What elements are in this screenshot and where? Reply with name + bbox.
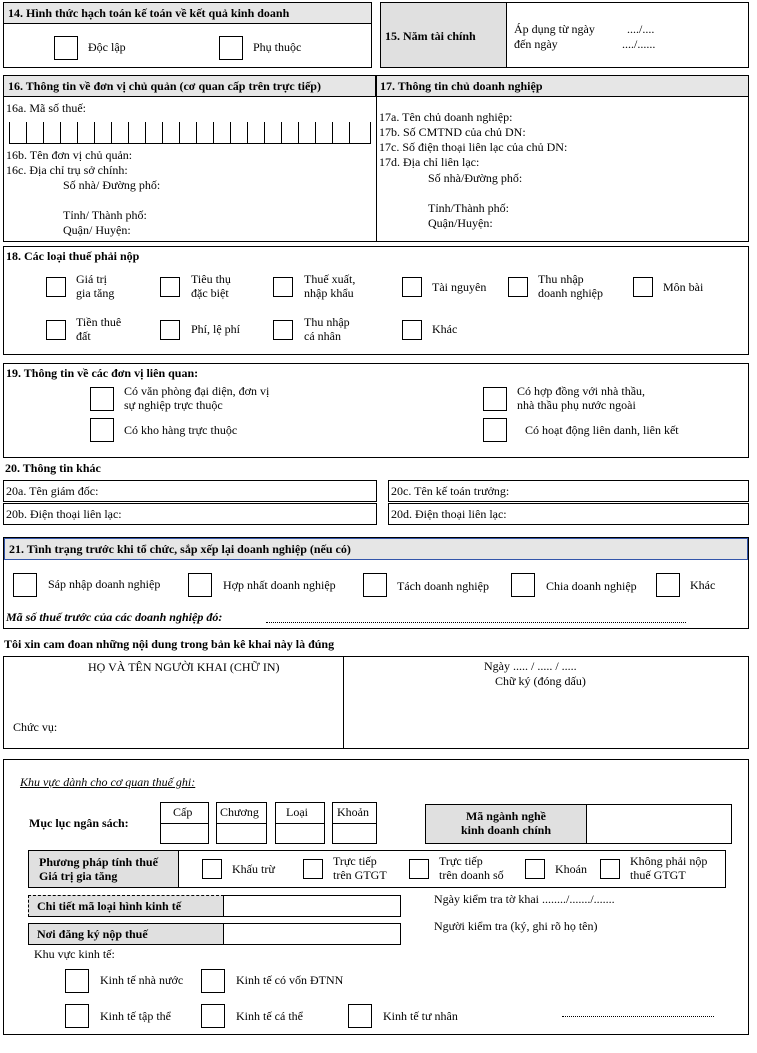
tax-office-title: Khu vực dành cho cơ quan thuế ghi: [20,775,196,789]
declaration-divider [343,657,344,748]
tax-office-area [3,759,749,1035]
declaration-date[interactable]: Ngày ..... / ..... / ..... [484,659,577,673]
excise-checkbox[interactable] [160,277,180,297]
land-rent-checkbox[interactable] [46,320,66,340]
director-phone-label: 20b. Điện thoại liên lạc: [6,507,122,521]
section-16-17-divider [376,76,377,241]
main-industry-label: Mã ngành nghề kinh doanh chính [460,809,552,837]
vat-checkbox[interactable] [46,277,66,297]
direct-gtgt-checkbox[interactable] [303,859,323,879]
parent-street-label: Số nhà/ Đường phố: [63,178,161,192]
type-detail-label: Chi tiết mã loại hình kinh tế [37,899,182,913]
fdi-sector-label: Kinh tế có vốn ĐTNN [236,973,344,987]
foreign-contractor-label: Có hợp đồng với nhà thầu, nhà thầu phụ nước ngoài [517,384,646,412]
warehouse-checkbox[interactable] [90,418,114,442]
individual-sector-label: Kinh tế cá thể [236,1009,303,1023]
tax-item-label: Khác [432,322,458,336]
consolidation-label: Hợp nhất doanh nghiệp [223,578,336,592]
private-sector-label: Kinh tế tư nhân [383,1009,458,1023]
owner-address-label: 17d. Địa chỉ liên lạc: [379,155,480,169]
section-20-title: 20. Thông tin khác [5,461,101,475]
license-tax-checkbox[interactable] [633,277,653,297]
vat-opt-label: Trực tiếp trên GTGT [333,854,387,882]
section-15-title-cell [381,3,507,67]
main-industry-input[interactable] [586,804,732,844]
state-sector-label: Kinh tế nhà nước [100,973,184,987]
owner-province-label: Tỉnh/Thành phố: [428,201,509,215]
pit-checkbox[interactable] [273,320,293,340]
joint-venture-checkbox[interactable] [483,418,507,442]
budget-index-label: Mục lục ngân sách: [29,816,129,830]
prev-tax-label: Mã số thuế trước của các doanh nghiệp đó: [6,610,223,624]
rep-office-label: Có văn phòng đại diện, đơn vị sự nghiệp trực thuộc [124,384,270,412]
dependent-checkbox[interactable] [219,36,243,60]
signature-label: Chữ ký (đóng dấu) [495,674,586,688]
state-sector-checkbox[interactable] [65,969,89,993]
vat-exempt-checkbox[interactable] [600,859,620,879]
declarant-position-label: Chức vụ: [13,720,58,734]
prev-tax-input[interactable] [266,622,686,623]
tax-item-label: Tiền thuê đất [76,315,122,343]
budget-level-cell[interactable] [160,802,209,844]
budget-chapter-cell[interactable] [216,802,267,844]
registration-label-cell [28,923,224,945]
tax-item-label: Thu nhập cá nhân [304,315,350,343]
collective-sector-checkbox[interactable] [65,1004,89,1028]
parent-province-label: Tỉnh/ Thành phố: [63,208,147,222]
type-detail-input[interactable] [223,895,401,917]
section-17-title: 17. Thông tin chủ doanh nghiệp [376,76,748,97]
owner-street-label: Số nhà/Đường phố: [428,171,523,185]
vat-opt-label: Khấu trừ [232,862,275,876]
accountant-phone-field[interactable] [388,503,749,525]
parent-address-label: 16c. Địa chỉ trụ sở chính: [6,163,128,177]
vat-method-row [28,850,726,888]
lumpsum-checkbox[interactable] [525,859,545,879]
section-15-title: 15. Năm tài chính [385,29,476,43]
tax-item-label: Thu nhập doanh nghiệp [538,272,603,300]
tax-item-label: Tiêu thụ đặc biệt [191,272,231,300]
declaration-box [3,656,749,749]
budget-level-label: Cấp [173,805,193,819]
split-checkbox[interactable] [363,573,387,597]
type-detail-label-cell [28,895,224,917]
collective-sector-label: Kinh tế tập thể [100,1009,171,1023]
division-label: Chia doanh nghiệp [546,579,637,593]
independent-checkbox[interactable] [54,36,78,60]
independent-label: Độc lập [88,40,126,54]
director-phone-field[interactable] [3,503,377,525]
registration-label: Nơi đăng ký nộp thuế [37,927,148,941]
economic-sector-label: Khu vực kinh tế: [34,947,115,961]
rep-office-checkbox[interactable] [90,387,114,411]
section-19-title: 19. Thông tin về các đơn vị liên quan: [6,366,199,380]
budget-item-cell[interactable] [332,802,377,844]
budget-type-label: Loại [286,805,308,819]
joint-venture-label: Có hoạt động liên danh, liên kết [525,423,679,437]
declarant-name-label: HỌ VÀ TÊN NGƯỜI KHAI (CHỮ IN) [88,660,280,674]
accountant-name-field[interactable] [388,480,749,502]
section-16-17 [3,75,749,242]
section-19 [3,363,749,458]
tax-item-label: Tài nguyên [432,280,487,294]
section-18 [3,246,749,355]
fdi-sector-checkbox[interactable] [201,969,225,993]
checker-label: Người kiểm tra (ký, ghi rõ họ tên) [434,919,598,933]
parent-name-label: 16b. Tên đơn vị chủ quản: [6,148,133,162]
cit-checkbox[interactable] [508,277,528,297]
owner-name-label: 17a. Tên chủ doanh nghiệp: [379,110,513,124]
consolidation-checkbox[interactable] [188,573,212,597]
section-14 [3,2,372,68]
budget-chapter-label: Chương [220,805,259,819]
tax-item-label: Thuế xuất, nhập khẩu [304,272,356,300]
section-18-title: 18. Các loại thuế phải nộp [6,249,140,263]
vat-opt-label: Trực tiếp trên doanh số [439,854,504,882]
owner-id-label: 17b. Số CMTND của chủ DN: [379,125,526,139]
parent-tax-code-label: 16a. Mã số thuế: [6,101,86,115]
director-name-label: 20a. Tên giám đốc: [6,484,99,498]
other-reorg-checkbox[interactable] [656,573,680,597]
other-reorg-label: Khác [690,578,716,592]
vat-opt-label: Khoán [555,862,587,876]
fiscal-to-value[interactable]: ..../...... [622,37,656,51]
tax-item-label: Giá trị gia tăng [76,272,115,300]
check-date-label[interactable]: Ngày kiểm tra tờ khai ......../......./....... [434,892,615,906]
section-21 [3,537,749,629]
vat-method-label: Phương pháp tính thuế Giá trị gia tăng [39,855,158,883]
budget-item-label: Khoản [337,805,369,819]
vat-opt-label: Không phải nộp thuế GTGT [630,854,708,882]
accountant-name-label: 20c. Tên kế toán trưởng: [391,484,510,498]
resource-checkbox[interactable] [402,277,422,297]
section-16-title: 16. Thông tin về đơn vị chủ quản (cơ quan cấp trên trực tiếp) [4,76,376,97]
individual-sector-checkbox[interactable] [201,1004,225,1028]
parent-tax-code-input[interactable] [9,122,373,144]
parent-district-label: Quận/ Huyện: [63,223,131,237]
merger-label: Sáp nhập doanh nghiệp [48,577,161,591]
section-15 [380,2,749,68]
tax-item-label: Phí, lệ phí [191,322,241,336]
foreign-contractor-checkbox[interactable] [483,387,507,411]
other-tax-checkbox[interactable] [402,320,422,340]
fiscal-from-label: Áp dụng từ ngày [514,22,595,36]
owner-phone-label: 17c. Số điện thoại liên lạc của chủ DN: [379,140,568,154]
vat-method-label-cell [29,851,179,887]
checker-signature-line[interactable] [562,1016,714,1017]
private-sector-checkbox[interactable] [348,1004,372,1028]
main-industry-label-cell [425,804,587,844]
director-name-field[interactable] [3,480,377,502]
declaration-text: Tôi xin cam đoan những nội dung trong bản kê khai này là đúng [4,637,335,651]
accountant-phone-label: 20d. Điện thoại liên lạc: [391,507,507,521]
import-export-checkbox[interactable] [273,277,293,297]
warehouse-label: Có kho hàng trực thuộc [124,423,238,437]
fees-checkbox[interactable] [160,320,180,340]
split-label: Tách doanh nghiệp [397,579,489,593]
owner-district-label: Quận/Huyện: [428,216,493,230]
dependent-label: Phụ thuộc [253,40,302,54]
section-14-title: 14. Hình thức hạch toán kế toán về kết quả kinh doanh [4,3,371,24]
tax-item-label: Môn bài [663,280,704,294]
section-21-title: 21. Tình trạng trước khi tổ chức, sắp xếp lại doanh nghiệp (nếu có) [4,538,748,560]
merger-checkbox[interactable] [13,573,37,597]
direct-revenue-checkbox[interactable] [409,859,429,879]
division-checkbox[interactable] [511,573,535,597]
budget-type-cell[interactable] [275,802,325,844]
deduction-checkbox[interactable] [202,859,222,879]
registration-input[interactable] [223,923,401,945]
fiscal-from-value[interactable]: ..../.... [627,22,655,36]
fiscal-to-label: đến ngày [514,37,558,51]
